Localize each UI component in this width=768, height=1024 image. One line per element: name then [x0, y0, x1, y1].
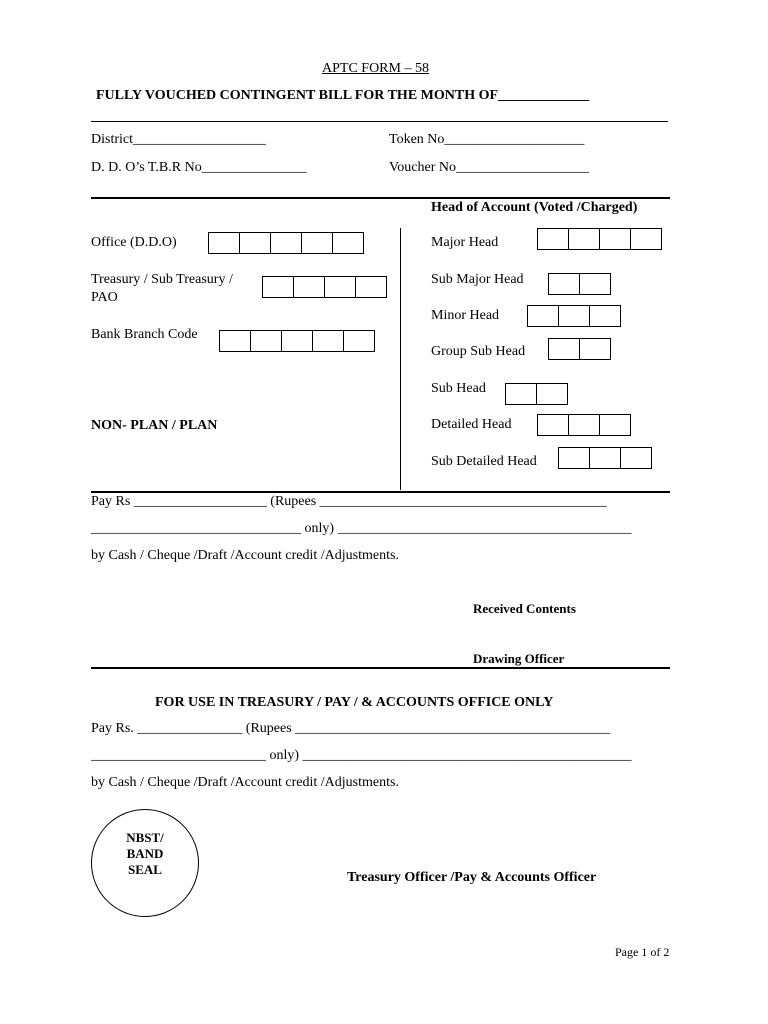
sub-major-head-label: Sub Major Head — [431, 272, 524, 287]
bank-code-boxes[interactable] — [219, 330, 375, 352]
detailed-head-label: Detailed Head — [431, 417, 512, 432]
group-sub-head-boxes[interactable] — [548, 338, 611, 360]
form-title: FULLY VOUCHED CONTINGENT BILL FOR THE MONTH OF_____________ — [96, 88, 590, 103]
minor-head-label: Minor Head — [431, 308, 500, 323]
voucher-field[interactable]: Voucher No___________________ — [389, 160, 590, 175]
column-divider — [400, 228, 401, 490]
detailed-head-boxes[interactable] — [537, 414, 631, 436]
tbr-field[interactable]: D. D. O’s T.B.R No_______________ — [91, 160, 307, 175]
treasury-officer-signature: Treasury Officer /Pay & Accounts Officer — [347, 870, 597, 885]
title-underline — [91, 121, 668, 122]
sub-head-label: Sub Head — [431, 381, 486, 396]
plan-label: NON- PLAN / PLAN — [91, 418, 218, 433]
token-field[interactable]: Token No____________________ — [389, 132, 585, 147]
treasury-label-2: PAO — [91, 290, 118, 305]
head-of-account-title: Head of Account (Voted /Charged) — [431, 200, 638, 215]
treasury-pay-rs-line[interactable]: Pay Rs. _______________ (Rupees _____________________________________________ — [91, 721, 611, 736]
treasury-section-title: FOR USE IN TREASURY / PAY / & ACCOUNTS OFFICE ONLY — [155, 695, 554, 710]
sub-detailed-head-label: Sub Detailed Head — [431, 454, 537, 469]
treasury-divider — [91, 667, 670, 669]
sub-detailed-head-boxes[interactable] — [558, 447, 652, 469]
district-field[interactable]: District___________________ — [91, 132, 266, 147]
treasury-code-boxes[interactable] — [262, 276, 387, 298]
treasury-rupees-only-line[interactable]: _________________________ only) _______________________________________________ — [91, 748, 632, 763]
rupees-only-line[interactable]: ______________________________ only) __________________________________________ — [91, 521, 632, 536]
bank-label: Bank Branch Code — [91, 327, 198, 342]
seal-line-3: SEAL — [128, 862, 162, 877]
form-number: APTC FORM – 58 — [322, 61, 429, 76]
nbst-band-seal — [91, 809, 199, 917]
minor-head-boxes[interactable] — [527, 305, 621, 327]
page-number: Page 1 of 2 — [615, 945, 670, 959]
payment-mode: by Cash / Cheque /Draft /Account credit /Adjustments. — [91, 548, 399, 563]
treasury-label-1: Treasury / Sub Treasury / — [91, 272, 233, 287]
office-code-boxes[interactable] — [208, 232, 364, 254]
treasury-payment-mode: by Cash / Cheque /Draft /Account credit /Adjustments. — [91, 775, 399, 790]
seal-line-2: BAND — [126, 846, 164, 861]
major-head-boxes[interactable] — [537, 228, 662, 250]
drawing-officer: Drawing Officer — [473, 651, 565, 666]
group-sub-head-label: Group Sub Head — [431, 344, 526, 359]
sub-head-boxes[interactable] — [505, 383, 568, 405]
received-contents: Received Contents — [473, 601, 576, 616]
seal-line-1: NBST/ — [126, 830, 164, 845]
office-label: Office (D.D.O) — [91, 235, 177, 250]
pay-rs-line[interactable]: Pay Rs ___________________ (Rupees _________________________________________ — [91, 494, 607, 509]
sub-major-head-boxes[interactable] — [548, 273, 611, 295]
major-head-label: Major Head — [431, 235, 499, 250]
section-divider — [91, 197, 670, 199]
payment-divider — [91, 491, 670, 493]
